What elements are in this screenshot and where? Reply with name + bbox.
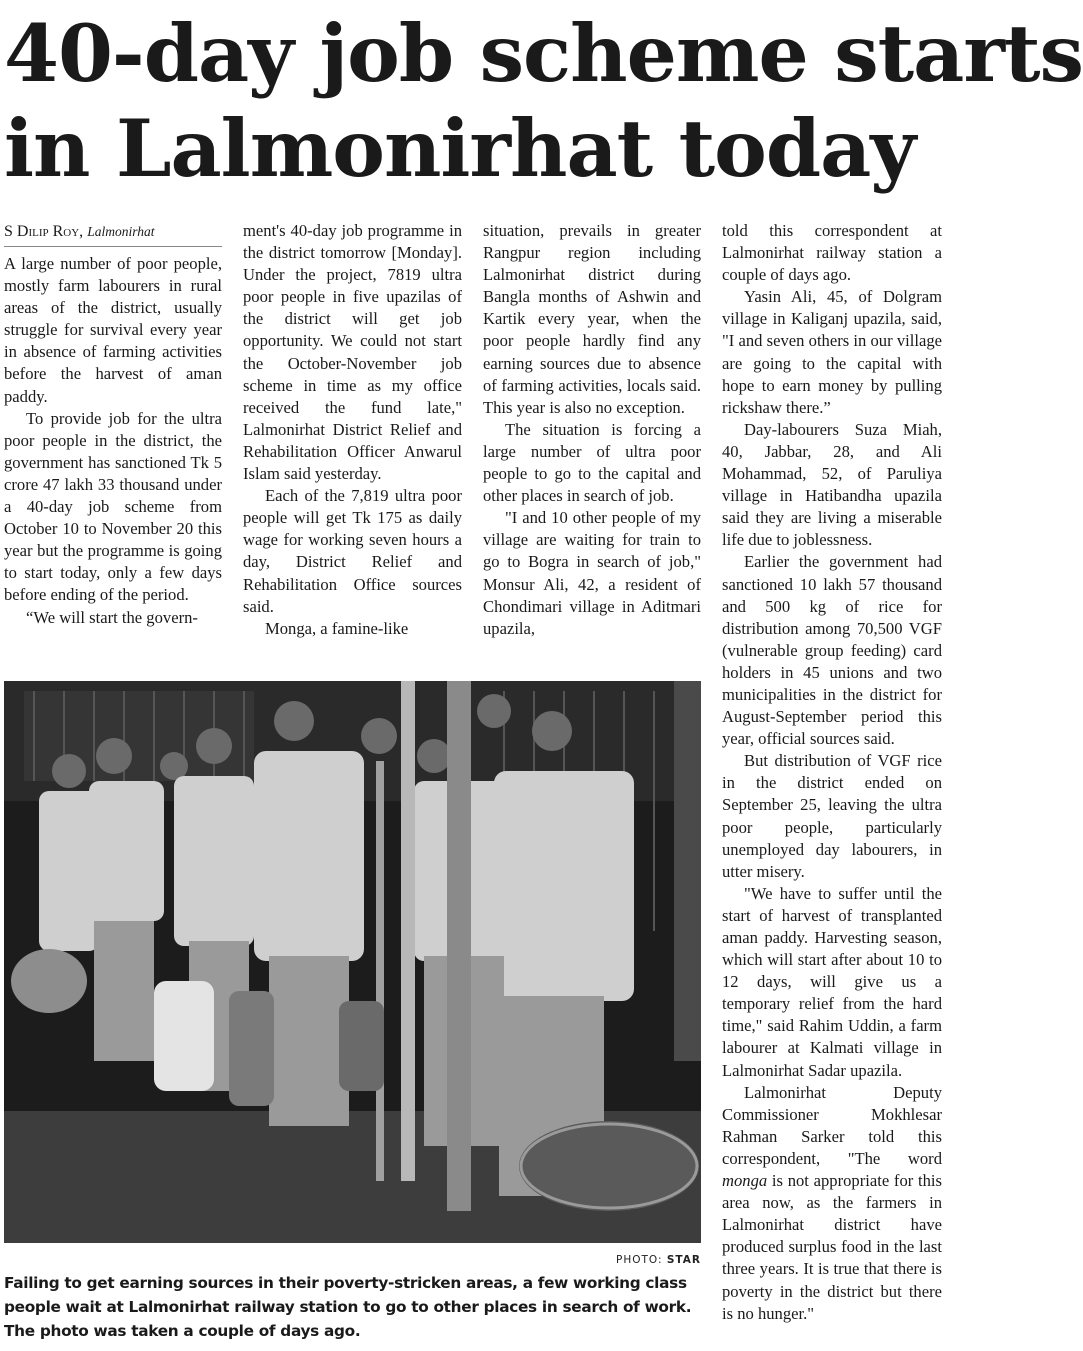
quote-part: is not appropriate for this area now, as the farmers in Lalmonirhat district have produced surplus food in the last three years. It is true that there is poverty in the district but there is no hunger." — [722, 1171, 942, 1323]
paragraph — [722, 1082, 942, 1325]
paragraph: Monga, a famine-like — [265, 618, 409, 638]
paragraph: "I and 10 other people of my village are waiting for train to go to Bogra in search of job," Monsur Ali, 42, a resident of Chondimari village in Aditmari upazila, — [483, 508, 701, 638]
quote-part: Lalmonirhat Deputy Commissioner Mokhlesar Rahman Sarker told this correspondent, "The word — [722, 1082, 942, 1168]
headline — [4, 6, 1083, 196]
photo-credit — [4, 1254, 701, 1266]
paragraph: The situation is forcing a large number of ultra poor people to go to the capital and other places in search of job. — [483, 419, 701, 506]
photo-credit-source: STAR — [666, 1254, 701, 1266]
paragraph: told this correspondent at Lalmonirhat railway station a couple of days ago. — [722, 221, 942, 285]
byline-author: S Dilip Roy, — [4, 223, 84, 240]
quote-emphasis: monga — [722, 1171, 768, 1191]
paragraph: Yasin Ali, 45, of Dolgram village in Kaliganj upazila, said, "I and seven others in our village are going to the capital with hope to earn money by pulling rickshaw there.” — [722, 287, 942, 417]
paragraph: Day-labourers Suza Miah, 40, Jabbar, 28, and Ali Mohammad, 52, of Paruliya village in Hatibandha upazila said they are living a miserable life due to joblessness. — [722, 419, 942, 550]
paragraph: "We have to suffer until the start of harvest of transplanted aman paddy. Harvesting season, which will start after about 10 to 12 days, will give us a temporary relief from the hard time," said Rahim Uddin, a farm labourer at Kalmati village in Lalmonirhat Sadar upazila. — [722, 883, 942, 1080]
article-column-1 — [4, 222, 222, 629]
paragraph: situation, prevails in greater Rangpur region including Lalmonirhat district during Bangla months of Ashwin and Kartik every year, when the poor people hardly find any earning sources due to absence of farming activities, locals said. This year is also no exception. — [483, 221, 701, 417]
paragraph: But distribution of VGF rice in the district ended on September 25, leaving the ultra poor people, particularly unemployed day labourers, in utter misery. — [722, 751, 942, 881]
paragraph: ment's 40-day job programme in the district tomorrow [Monday]. Under the project, 7819 ultra poor people in five upazilas of the district will get job opportunity. We could not start the October-November job scheme in time as my office received the fund late," Lalmonirhat District Relief and Rehabilitation Officer Anwarul Islam said yesterday. — [243, 221, 462, 484]
paragraph: A large number of poor people, mostly farm labourers in rural areas of the district, usually struggle for survival every year in absence of farming activities before the harvest of aman paddy. — [4, 254, 222, 406]
paragraph: “We will start the govern- — [26, 607, 198, 627]
article-column-2 — [243, 220, 462, 640]
news-photo-illustration — [4, 681, 701, 1243]
paragraph: To provide job for the ultra poor people in the district, the government has sanctioned Tk 5 crore 47 lakh 33 thousand under a 40-day job scheme from October 10 to November 20 this year but the programme is going to start today, only a few days before ending of the period. — [4, 408, 222, 605]
photo-credit-label: PHOTO: — [616, 1254, 663, 1266]
byline — [4, 222, 222, 247]
byline-location: Lalmonirhat — [87, 224, 155, 239]
headline-line-2: in Lalmonirhat today — [4, 102, 916, 195]
news-photo — [4, 681, 701, 1243]
article-column-4 — [722, 220, 942, 1325]
article-column-3 — [483, 220, 701, 640]
photo-caption: Failing to get earning sources in their poverty-stricken areas, a few working class people wait at Lalmonirhat railway station to go to other places in search of work. The photo was taken a couple of days ago. — [4, 1274, 692, 1340]
paragraph: Earlier the government had sanctioned 10 lakh 57 thousand and 500 kg of rice for distribution among 70,500 VGF (vulnerable group feeding) card holders in 45 unions and two municipalities in the district for August-September period this year, official sources said. — [722, 552, 942, 749]
headline-line-1: 40-day job scheme starts — [4, 7, 1083, 100]
paragraph: Each of the 7,819 ultra poor people will get Tk 175 as daily wage for working seven hours a day, District Relief and Rehabilitation Office sources said. — [243, 486, 462, 616]
